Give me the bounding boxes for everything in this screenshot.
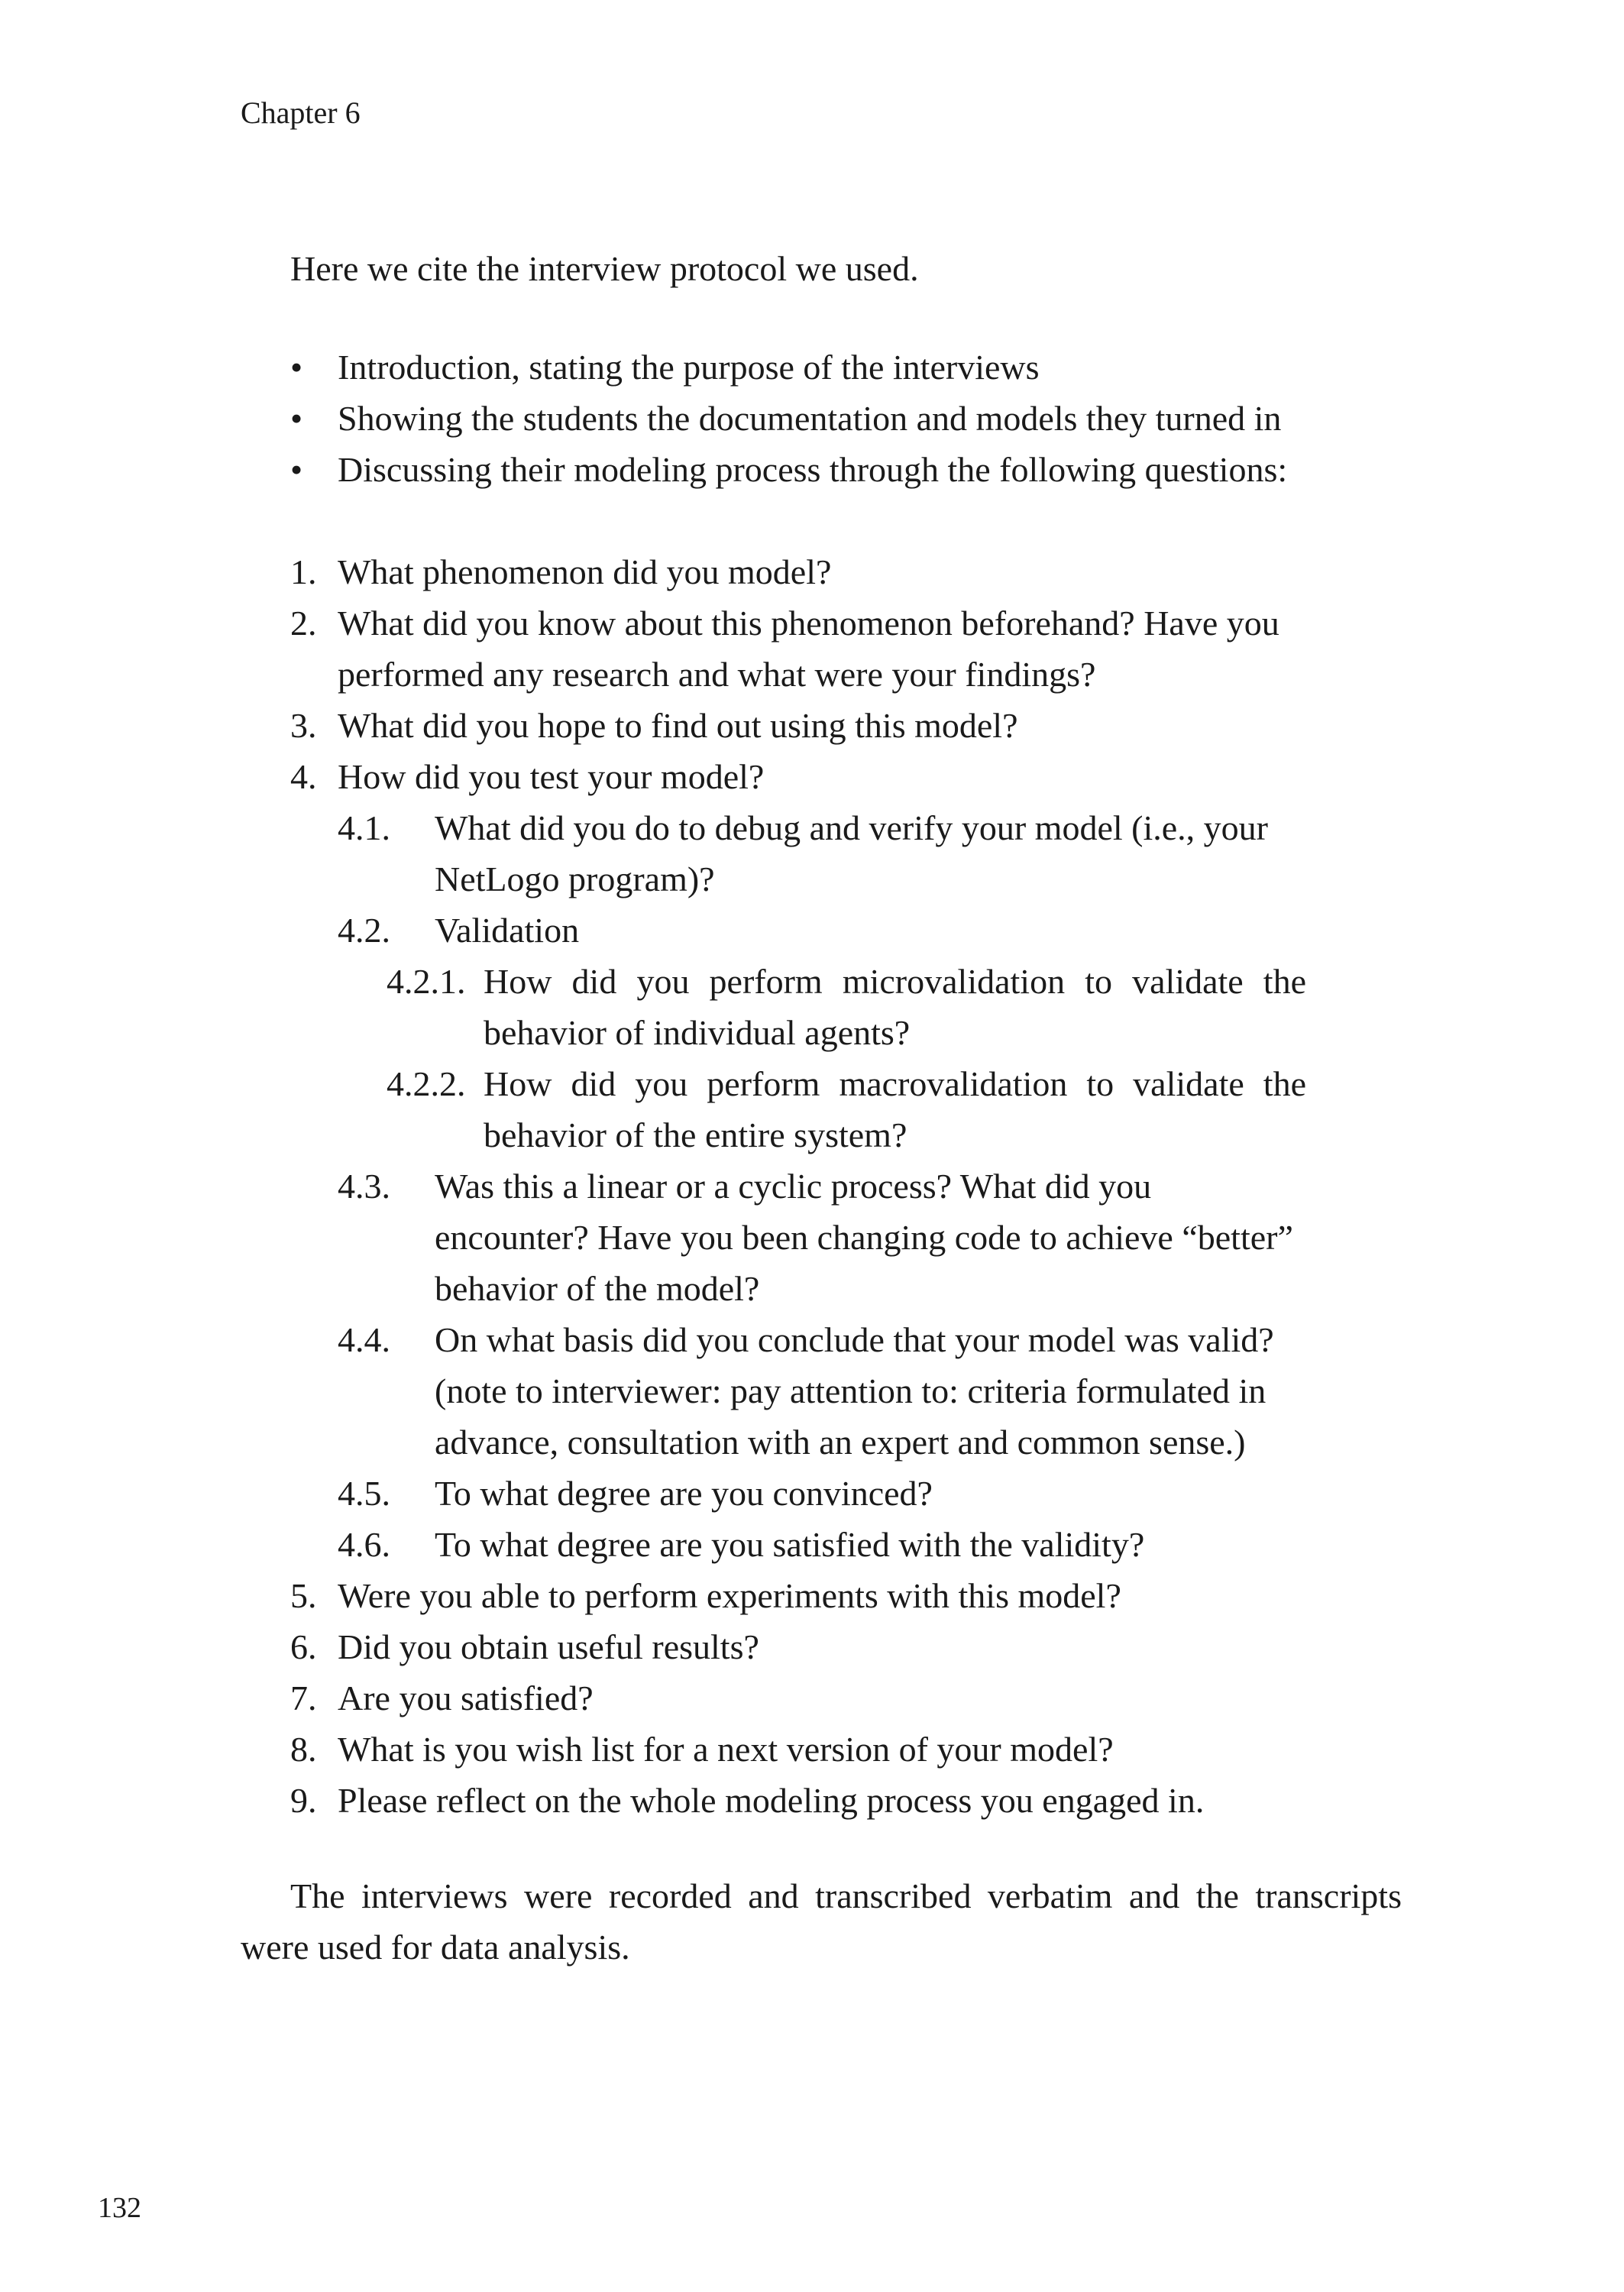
question-text: Are you satisfied? (338, 1679, 594, 1717)
question-number: 4.6. (338, 1525, 390, 1564)
subquestion-item (290, 1519, 1306, 1570)
question-list (290, 546, 1306, 1826)
question-number: 4.2.2. (387, 1064, 466, 1103)
question-item (290, 1570, 1306, 1621)
question-text: What did you know about this phenomenon beforehand? Have you performed any research and what were your findings? (338, 604, 1279, 694)
question-item (290, 751, 1306, 802)
question-text: What phenomenon did you model? (338, 552, 832, 591)
question-text: Did you obtain useful results? (338, 1627, 759, 1666)
question-number: 4.2.1. (387, 962, 466, 1001)
subsubquestion-item (290, 956, 1306, 1058)
intro-paragraph: Here we cite the interview protocol we used. (290, 249, 919, 288)
question-number: 4.5. (338, 1474, 390, 1513)
subquestion-item (290, 1161, 1306, 1314)
question-item (290, 1724, 1306, 1775)
bullet-text: Introduction, stating the purpose of the interviews (338, 348, 1040, 387)
question-text: Was this a linear or a cyclic process? What did you encounter? Have you been changing code to achieve “better” behavior of the model? (435, 1167, 1293, 1308)
question-number: 6. (290, 1627, 317, 1666)
question-number: 2. (290, 604, 317, 643)
bullet-text: Discussing their modeling process through the following questions: (338, 450, 1288, 489)
question-number: 1. (290, 552, 317, 591)
question-number: 4.1. (338, 808, 390, 847)
question-item (290, 1621, 1306, 1672)
question-item (290, 597, 1306, 700)
page-number: 132 (98, 2192, 141, 2224)
question-text: Were you able to perform experiments with this model? (338, 1576, 1121, 1615)
question-item (290, 546, 1306, 597)
subquestion-item (290, 1314, 1306, 1468)
closing-paragraph: The interviews were recorded and transcribed verbatim and the transcripts were used for data analysis. (241, 1876, 1402, 1967)
bullet-marker: • (290, 399, 303, 438)
question-text: How did you perform macrovalidation to validate the behavior of the entire system? (484, 1064, 1306, 1154)
subquestion-item (290, 905, 1306, 956)
question-text: What did you do to debug and verify your model (i.e., your NetLogo program)? (435, 808, 1268, 898)
bullet-item (290, 393, 1306, 444)
question-text: How did you test your model? (338, 757, 765, 796)
question-item (290, 1775, 1306, 1826)
question-text: Validation (435, 911, 580, 950)
question-text: Please reflect on the whole modeling process you engaged in. (338, 1781, 1205, 1820)
bullet-list (290, 342, 1306, 495)
question-text: What is you wish list for a next version of your model? (338, 1730, 1114, 1769)
question-number: 4.3. (338, 1167, 390, 1206)
bullet-item (290, 342, 1306, 393)
bullet-marker: • (290, 348, 303, 387)
question-number: 7. (290, 1679, 317, 1717)
question-text: What did you hope to find out using this model? (338, 706, 1018, 745)
question-number: 9. (290, 1781, 317, 1820)
bullet-marker: • (290, 450, 303, 489)
question-text: How did you perform microvalidation to validate the behavior of individual agents? (484, 962, 1306, 1052)
question-item (290, 1672, 1306, 1724)
question-number: 3. (290, 706, 317, 745)
bullet-text: Showing the students the documentation and models they turned in (338, 399, 1282, 438)
question-number: 4. (290, 757, 317, 796)
chapter-header: Chapter 6 (241, 96, 361, 130)
subquestion-item (290, 1468, 1306, 1519)
question-text: On what basis did you conclude that your model was valid? (note to interviewer: pay attention to: criteria formulated in advance, consultation with an expert and common sense.) (435, 1320, 1274, 1462)
question-number: 8. (290, 1730, 317, 1769)
question-number: 4.4. (338, 1320, 390, 1359)
question-number: 4.2. (338, 911, 390, 950)
subquestion-item (290, 802, 1306, 905)
bullet-item (290, 444, 1306, 495)
subsubquestion-item (290, 1058, 1306, 1161)
question-item (290, 700, 1306, 751)
question-number: 5. (290, 1576, 317, 1615)
question-text: To what degree are you satisfied with the validity? (435, 1525, 1145, 1564)
question-text: To what degree are you convinced? (435, 1474, 933, 1513)
